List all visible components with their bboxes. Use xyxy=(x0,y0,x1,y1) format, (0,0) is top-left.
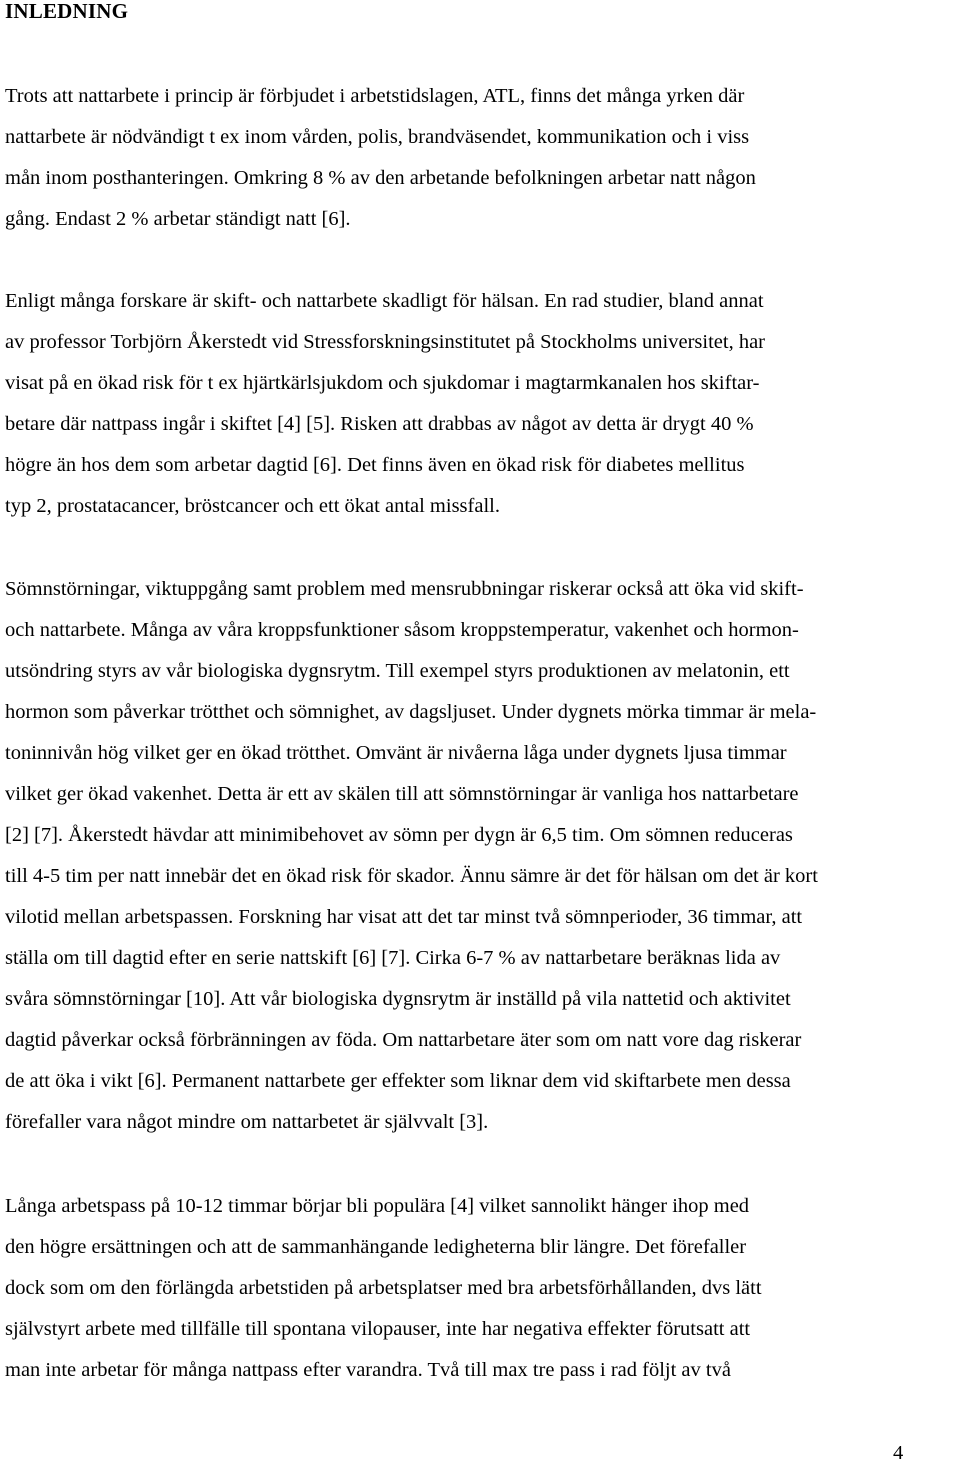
text-line: Enligt många forskare är skift- och nattarbete skadligt för hälsan. En rad studier, bland annat xyxy=(5,290,764,312)
text-line: till 4-5 tim per natt innebär det en ökad risk för skador. Ännu sämre är det för hälsan om det är kort xyxy=(5,865,818,887)
text-line: dagtid påverkar också förbränningen av föda. Om nattarbetare äter som om natt vore dag riskerar xyxy=(5,1029,802,1051)
text-line: vilotid mellan arbetspassen. Forskning har visat att det tar minst två sömnperioder, 36 timmar, att xyxy=(5,906,803,928)
text-line: hormon som påverkar trötthet och sömnighet, av dagsljuset. Under dygnets mörka timmar är mela- xyxy=(5,701,817,723)
text-line: dock som om den förlängda arbetstiden på arbetsplatser med bra arbetsförhållanden, dvs lätt xyxy=(5,1277,762,1299)
text-line: Trots att nattarbete i princip är förbjudet i arbetstidslagen, ATL, finns det många yrken där xyxy=(5,85,745,107)
text-line: högre än hos dem som arbetar dagtid [6]. Det finns även en ökad risk för diabetes mellitus xyxy=(5,454,745,476)
section-heading: INLEDNING xyxy=(5,0,129,23)
text-line: ställa om till dagtid efter en serie nattskift [6] [7]. Cirka 6-7 % av nattarbetare beräknas lida av xyxy=(5,947,781,969)
text-line: visat på en ökad risk för t ex hjärtkärlsjukdom och sjukdomar i magtarmkanalen hos skiftar- xyxy=(5,372,760,394)
text-line: nattarbete är nödvändigt t ex inom vården, polis, brandväsendet, kommunikation och i viss xyxy=(5,126,750,148)
text-line: man inte arbetar för många nattpass efter varandra. Två till max tre pass i rad följt av två xyxy=(5,1359,731,1381)
text-line: självstyrt arbete med tillfälle till spontana vilopauser, inte har negativa effekter förutsatt att xyxy=(5,1318,751,1340)
text-line: Långa arbetspass på 10-12 timmar börjar bli populära [4] vilket sannolikt hänger ihop med xyxy=(5,1195,750,1217)
text-line: de att öka i vikt [6]. Permanent nattarbete ger effekter som liknar dem vid skiftarbete men dessa xyxy=(5,1070,791,1092)
text-line: av professor Torbjörn Åkerstedt vid Stressforskningsinstitutet på Stockholms universitet, har xyxy=(5,331,766,353)
text-line: [2] [7]. Åkerstedt hävdar att minimibehovet av sömn per dygn är 6,5 tim. Om sömnen reduceras xyxy=(5,824,793,846)
text-line: svåra sömnstörningar [10]. Att vår biologiska dygnsrytm är inställd på vila nattetid och aktivitet xyxy=(5,988,791,1010)
text-line: Sömnstörningar, viktuppgång samt problem med mensrubbningar riskerar också att öka vid skift- xyxy=(5,578,804,600)
page-number: 4 xyxy=(893,1442,904,1464)
text-line: gång. Endast 2 % arbetar ständigt natt [6]. xyxy=(5,208,351,230)
text-line: betare där nattpass ingår i skiftet [4] [5]. Risken att drabbas av något av detta är drygt 40 % xyxy=(5,413,754,435)
text-line: förefaller vara något mindre om nattarbetet är självvalt [3]. xyxy=(5,1111,489,1133)
text-line: vilket ger ökad vakenhet. Detta är ett av skälen till att sömnstörningar är vanliga hos nattarbetare xyxy=(5,783,799,805)
text-line: typ 2, prostatacancer, bröstcancer och ett ökat antal missfall. xyxy=(5,495,500,517)
text-line: den högre ersättningen och att de sammanhängande ledigheterna blir längre. Det förefaller xyxy=(5,1236,747,1258)
text-line: toninnivån hög vilket ger en ökad trötthet. Omvänt är nivåerna låga under dygnets ljusa timmar xyxy=(5,742,787,764)
text-line: utsöndring styrs av vår biologiska dygnsrytm. Till exempel styrs produktionen av melatonin, ett xyxy=(5,660,790,682)
text-line: mån inom posthanteringen. Omkring 8 % av den arbetande befolkningen arbetar natt någon xyxy=(5,167,756,189)
text-line: och nattarbete. Många av våra kroppsfunktioner såsom kroppstemperatur, vakenhet och hormon- xyxy=(5,619,799,641)
